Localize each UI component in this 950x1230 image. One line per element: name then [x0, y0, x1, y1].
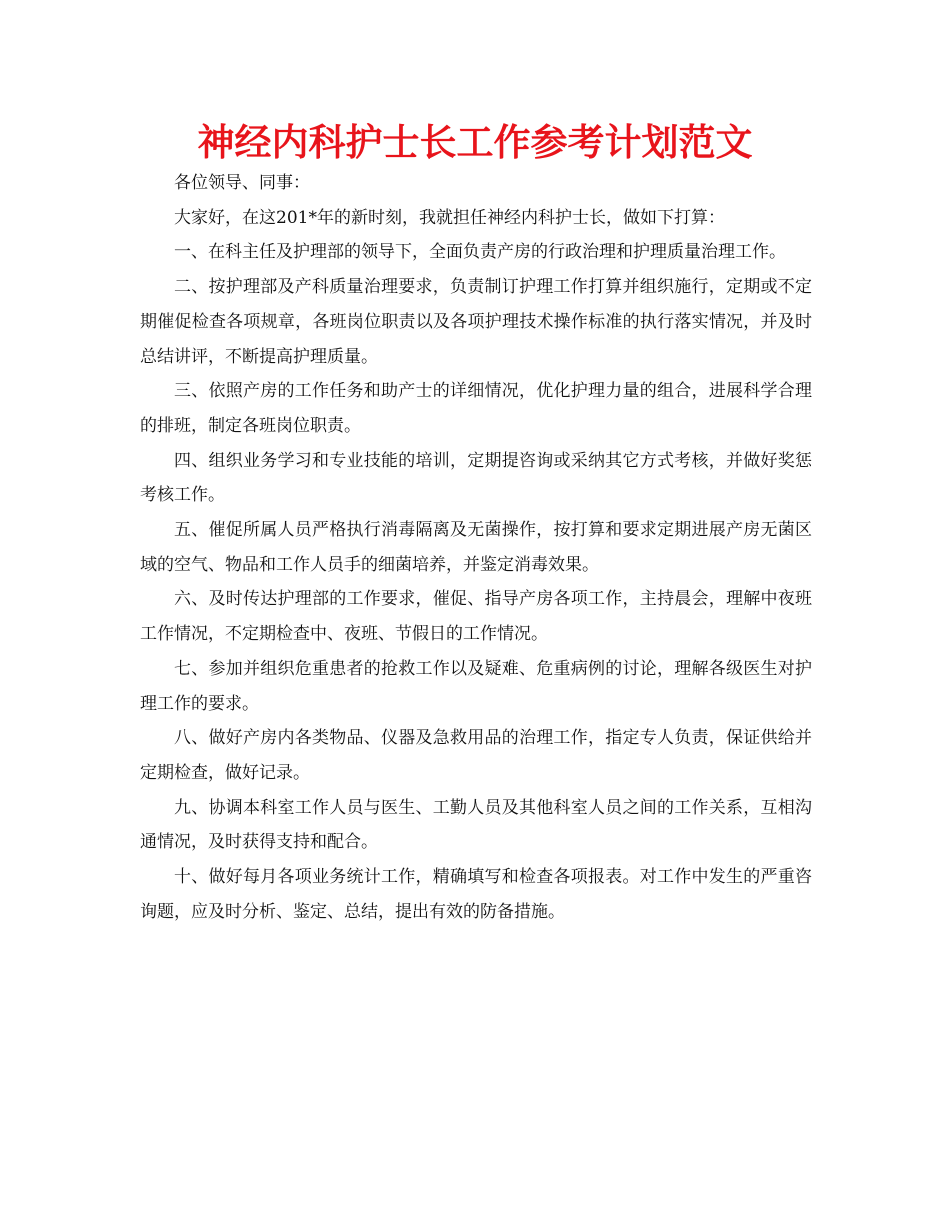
item-paragraph-4: 四、组织业务学习和专业技能的培训，定期提咨询或采纳其它方式考核，并做好奖惩考核工作。 — [140, 450, 812, 506]
item-paragraph-8: 八、做好产房内各类物品、仪器及急救用品的治理工作，指定专人负责，保证供给并定期检查，做好记录。 — [140, 728, 812, 783]
item-paragraph-1: 一、在科主任及护理部的领导下，全面负责产房的行政治理和护理质量治理工作。 — [174, 242, 786, 263]
item-paragraph-6: 六、及时传达护理部的工作要求，催促、指导产房各项工作，主持晨会，理解中夜班工作情况，不定期检查中、夜班、节假日的工作情况。 — [140, 589, 812, 645]
document-body — [140, 166, 812, 929]
intro-paragraph: 大家好，在这201*年的新时刻，我就担任神经内科护士长，做如下打算： — [174, 207, 725, 228]
greeting-paragraph: 各位领导、同事： — [174, 173, 310, 193]
item-paragraph-2: 二、按护理部及产科质量治理要求，负责制订护理工作打算并组织施行，定期或不定期催促检查各项规章，各班岗位职责以及各项护理技术操作标准的执行落实情况，并及时总结讲评，不断提高护理质量。 — [140, 277, 812, 367]
item-paragraph-7: 七、参加并组织危重患者的抢救工作以及疑难、危重病例的讨论，理解各级医生对护理工作的要求。 — [140, 658, 812, 714]
document-title: 神经内科护士长工作参考计划范文 — [197, 121, 753, 164]
item-paragraph-3: 三、依照产房的工作任务和助产士的详细情况，优化护理力量的组合，进展科学合理的排班，制定各班岗位职责。 — [140, 381, 812, 436]
item-paragraph-5: 五、催促所属人员严格执行消毒隔离及无菌操作，按打算和要求定期进展产房无菌区域的空气、物品和工作人员手的细菌培养，并鉴定消毒效果。 — [140, 520, 812, 575]
item-paragraph-9: 九、协调本科室工作人员与医生、工勤人员及其他科室人员之间的工作关系，互相沟通情况，及时获得支持和配合。 — [140, 797, 812, 853]
item-paragraph-10: 十、做好每月各项业务统计工作，精确填写和检查各项报表。对工作中发生的严重咨询题，应及时分析、鉴定、总结，提出有效的防备措施。 — [140, 867, 812, 922]
